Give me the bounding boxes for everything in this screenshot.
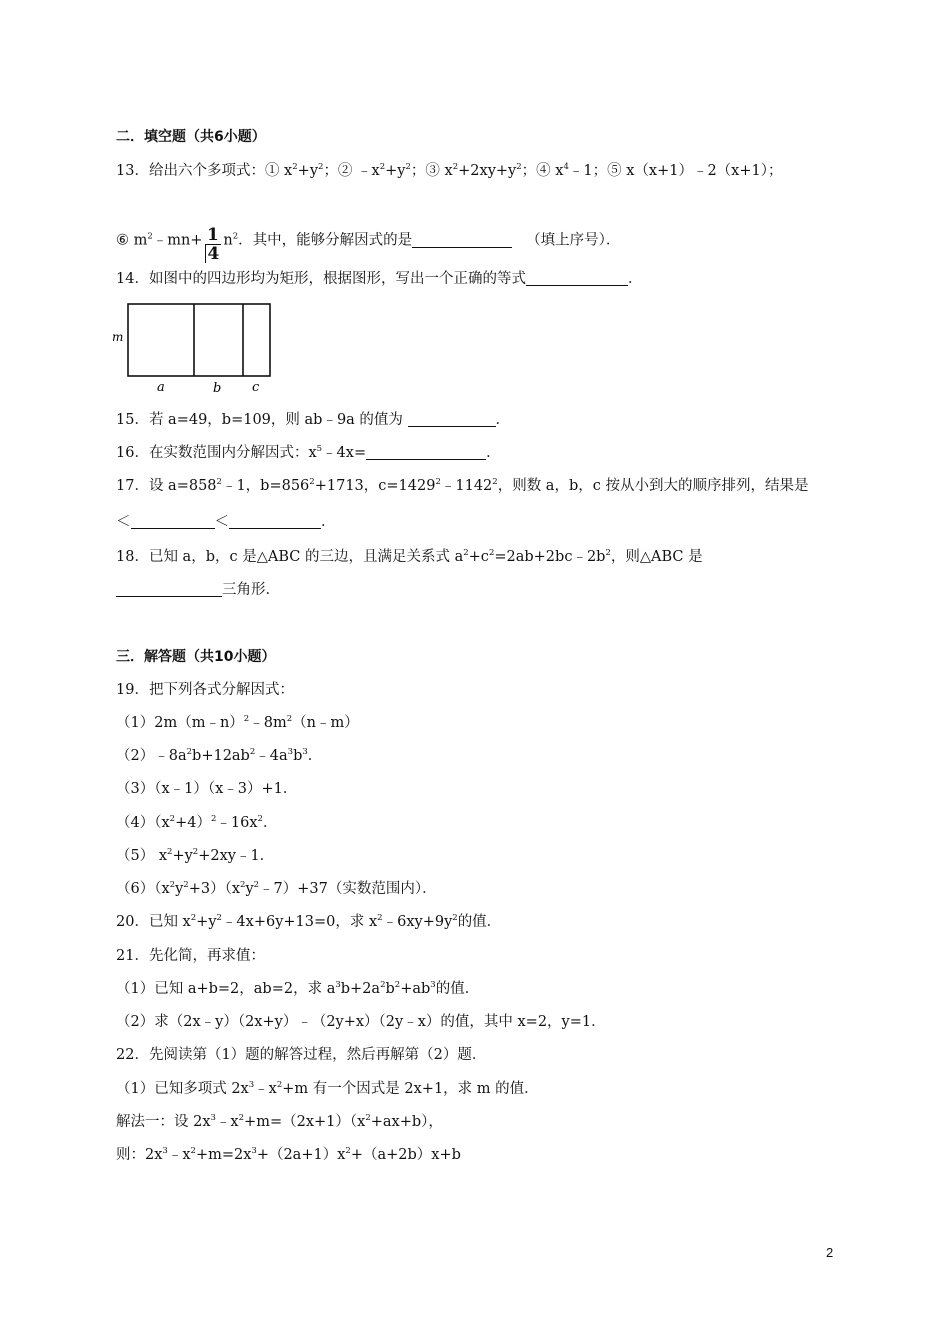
question-19-part5: （5） $x^2+y^2+2xy﹣1$． bbox=[116, 847, 275, 864]
question-18-line2: 三角形． bbox=[116, 580, 280, 600]
question-18-line1: 18．已知 a，b，c 是△ABC 的三边，且满足关系式 $a^2+c^2=2ab+2bc﹣2b^2$，则△ABC 是 bbox=[116, 548, 703, 565]
question-19-part2: $(2)﹣8a^2b+12ab^2﹣4a^3b^3$． bbox=[116, 747, 323, 764]
question-19-part6: $(6)(x^2y^2+3)(x^2y^2﹣7)+37$（实数范围内）． bbox=[116, 880, 437, 897]
answer-blank-18[interactable] bbox=[116, 582, 222, 597]
question-22-title: 22．先阅读第（1）题的解答过程，然后再解第（2）题． bbox=[116, 1047, 487, 1063]
question-19-part1: $(1)2m(m﹣n)^2﹣8m^2(n﹣m)$ bbox=[116, 714, 359, 731]
question-14: 14．如图中的四边形均为矩形，根据图形，写出一个正确的等式 ． bbox=[116, 271, 643, 287]
answer-blank-17a[interactable] bbox=[131, 514, 215, 529]
question-22-solution-line1: 解法一：设 $2x^3﹣x^2+m=(2x+1)(x^2+ax+b)$， bbox=[116, 1113, 443, 1130]
question-16: 16．在实数范围内分解因式：$x^5﹣4x=$ ． bbox=[116, 444, 501, 461]
answer-blank-13[interactable] bbox=[412, 233, 512, 248]
question-15: 15．若 a=49，b=109，则 ab﹣9a 的值为 ． bbox=[116, 412, 511, 428]
answer-blank-17b[interactable] bbox=[229, 514, 321, 529]
question-17-line2: ＜ ＜ ． bbox=[116, 514, 336, 530]
question-13-line2: ⑥ $m^2﹣mn+$ $\frac{1}{4}$ $n^2$．其中，能够分解因式的是 （填上序号）． bbox=[116, 225, 621, 264]
rectangle-figure bbox=[110, 303, 274, 395]
label-b: b bbox=[213, 381, 222, 395]
question-13-line1: 13．给出六个多项式：① $x^2+y^2$；② $﹣x^2+y^2$；③ $x^2+2xy+y^2$；④ $x^4﹣1$；⑤ x（x+1）﹣2（x+1）； bbox=[116, 162, 783, 179]
answer-blank-14[interactable] bbox=[526, 271, 628, 286]
answer-blank-15[interactable] bbox=[408, 412, 496, 427]
question-22-part1: （1）已知多项式 $2x^3﹣x^2+m$ 有一个因式是 2x+1，求 m 的值． bbox=[116, 1080, 539, 1097]
question-21-part1: （1）已知 a+b=2，ab=2，求 $a^3b+2a^2b^2+ab^3$的值． bbox=[116, 980, 480, 997]
question-20: 20．已知 $x^2+y^2﹣4x+6y+13=0$，求 $x^2﹣6xy+9y^2$的值． bbox=[116, 913, 502, 930]
fraction-one-quarter: $\frac{1}{4}$ bbox=[205, 226, 222, 263]
label-c: c bbox=[252, 380, 260, 395]
section-2-heading: 二．填空题（共6小题） bbox=[116, 129, 266, 145]
question-19-title: 19．把下列各式分解因式： bbox=[116, 682, 294, 698]
section-3-heading: 三．解答题（共10小题） bbox=[116, 649, 276, 665]
answer-blank-16[interactable] bbox=[366, 445, 486, 460]
page-number: 2 bbox=[826, 1245, 834, 1260]
question-19-part3: （3）（x﹣1）（x﹣3）+1． bbox=[116, 781, 298, 797]
label-m: m bbox=[112, 330, 124, 344]
label-a: a bbox=[157, 380, 165, 395]
question-22-solution-line2: 则：$2x^3﹣x^2+m=2x^3+(2a+1)x^2+(a+2b)x+b$ bbox=[116, 1146, 461, 1163]
question-19-part4: $(4)(x^2+4)^2﹣16x^2$． bbox=[116, 814, 278, 831]
question-17-line1: 17．设 $a=858^2﹣1$，$b=856^2+1713$，$c=1429^2﹣1142^2$，则数 a，b，c 按从小到大的顺序排列，结果是 bbox=[116, 477, 809, 494]
question-21-title: 21．先化简，再求值： bbox=[116, 948, 265, 964]
question-21-part2: （2）求（2x﹣y）（2x+y）﹣（2y+x）（2y﹣x）的值，其中 x=2，y=1． bbox=[116, 1014, 606, 1030]
